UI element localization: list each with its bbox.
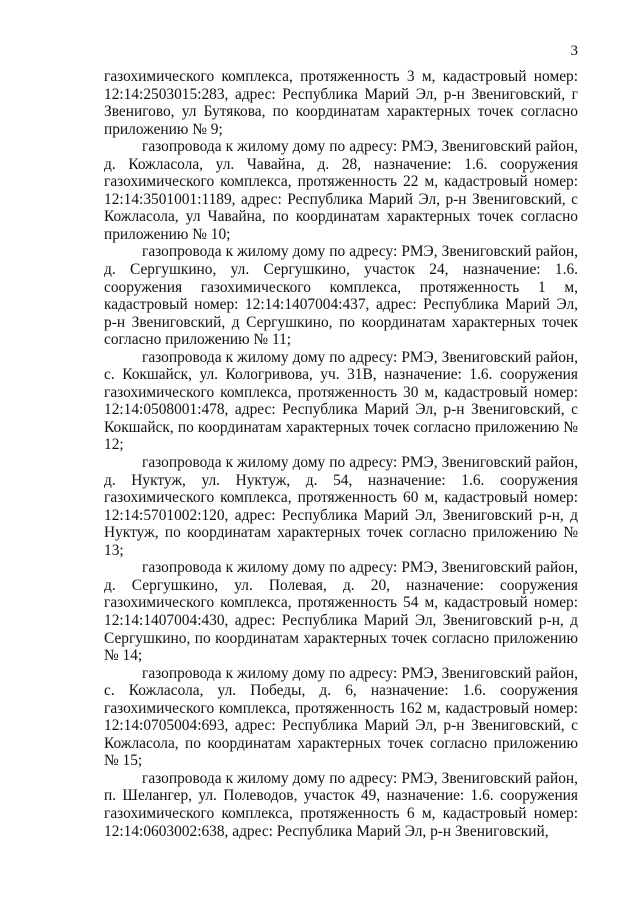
paragraph-item-13: газопровода к жилому дому по адресу: РМЭ, Звениговский район, д. Нуктуж, ул. Нуктуж, д. 54, назначение: 1.6. сооружения газохимического комплекса, протяженность 60 м, кадастровый номер: 12:14:5701002:120, адрес: Республика Марий Эл, Звениговский р-н, д Нуктуж, по координатам характерных точек согласно приложению № 13; bbox=[104, 454, 578, 559]
page-number: 3 bbox=[570, 43, 578, 59]
document-body bbox=[104, 68, 578, 840]
paragraph-item-14: газопровода к жилому дому по адресу: РМЭ, Звениговский район, д. Сергушкино, ул. Полевая, д. 20, назначение: сооружения газохимического комплекса, протяженность 54 м, кадастровый номер: 12:14:1407004:430, адрес: Республика Марий Эл, Звениговский р-н, д Сергушкино, по координатам характерных точек согласно приложению № 14; bbox=[104, 559, 578, 665]
paragraph-item-10: газопровода к жилому дому по адресу: РМЭ, Звениговский район, д. Кожласола, ул. Чавайна, д. 28, назначение: 1.6. сооружения газохимического комплекса, протяженность 22 м, кадастровый номер: 12:14:3501001:1189, адрес: Республика Марий Эл, р-н Звениговский, с Кожласола, ул Чавайна, по координатам характерных точек согласно приложению № 10; bbox=[104, 138, 578, 243]
paragraph-item-16: газопровода к жилому дому по адресу: РМЭ, Звениговский район, п. Шелангер, ул. Полеводов, участок 49, назначение: 1.6. сооружения газохимического комплекса, протяженность 6 м, кадастровый номер: 12:14:0603002:638, адрес: Республика Марий Эл, р-н Звениговский, bbox=[104, 769, 578, 840]
paragraph-item-15: газопровода к жилому дому по адресу: РМЭ, Звениговский район, с. Кожласола, ул. Победы, д. 6, назначение: 1.6. сооружения газохимического комплекса, протяженность 162 м, кадастровый номер: 12:14:0705004:693, адрес: Республика Марий Эл, р-н Звениговский, с Кожласола, по координатам характерных точек согласно приложению № 15; bbox=[104, 664, 578, 770]
paragraph-item-12: газопровода к жилому дому по адресу: РМЭ, Звениговский район, с. Кокшайск, ул. Кологривова, уч. 31В, назначение: 1.6. сооружения газохимического комплекса, протяженность 30 м, кадастровый номер: 12:14:0508001:478, адрес: Республика Марий Эл, р-н Звениговский, с Кокшайск, по координатам характерных точек согласно приложению № 12; bbox=[104, 348, 578, 454]
paragraph-item-11: газопровода к жилому дому по адресу: РМЭ, Звениговский район, д. Сергушкино, ул. Сергушкино, участок 24, назначение: 1.6. сооружения газохимического комплекса, протяженность 1 м, кадастровый номер: 12:14:1407004:437, адрес: Республика Марий Эл, р-н Звениговский, д Сергушкино, по координатам характерных точек согласно приложению № 11; bbox=[104, 243, 578, 349]
paragraph-continuation: газохимического комплекса, протяженность 3 м, кадастровый номер: 12:14:2503015:283, адрес: Республика Марий Эл, р-н Звениговский, г Звенигово, ул Бутякова, по координатам характерных точек согласно приложению № 9; bbox=[104, 68, 578, 138]
